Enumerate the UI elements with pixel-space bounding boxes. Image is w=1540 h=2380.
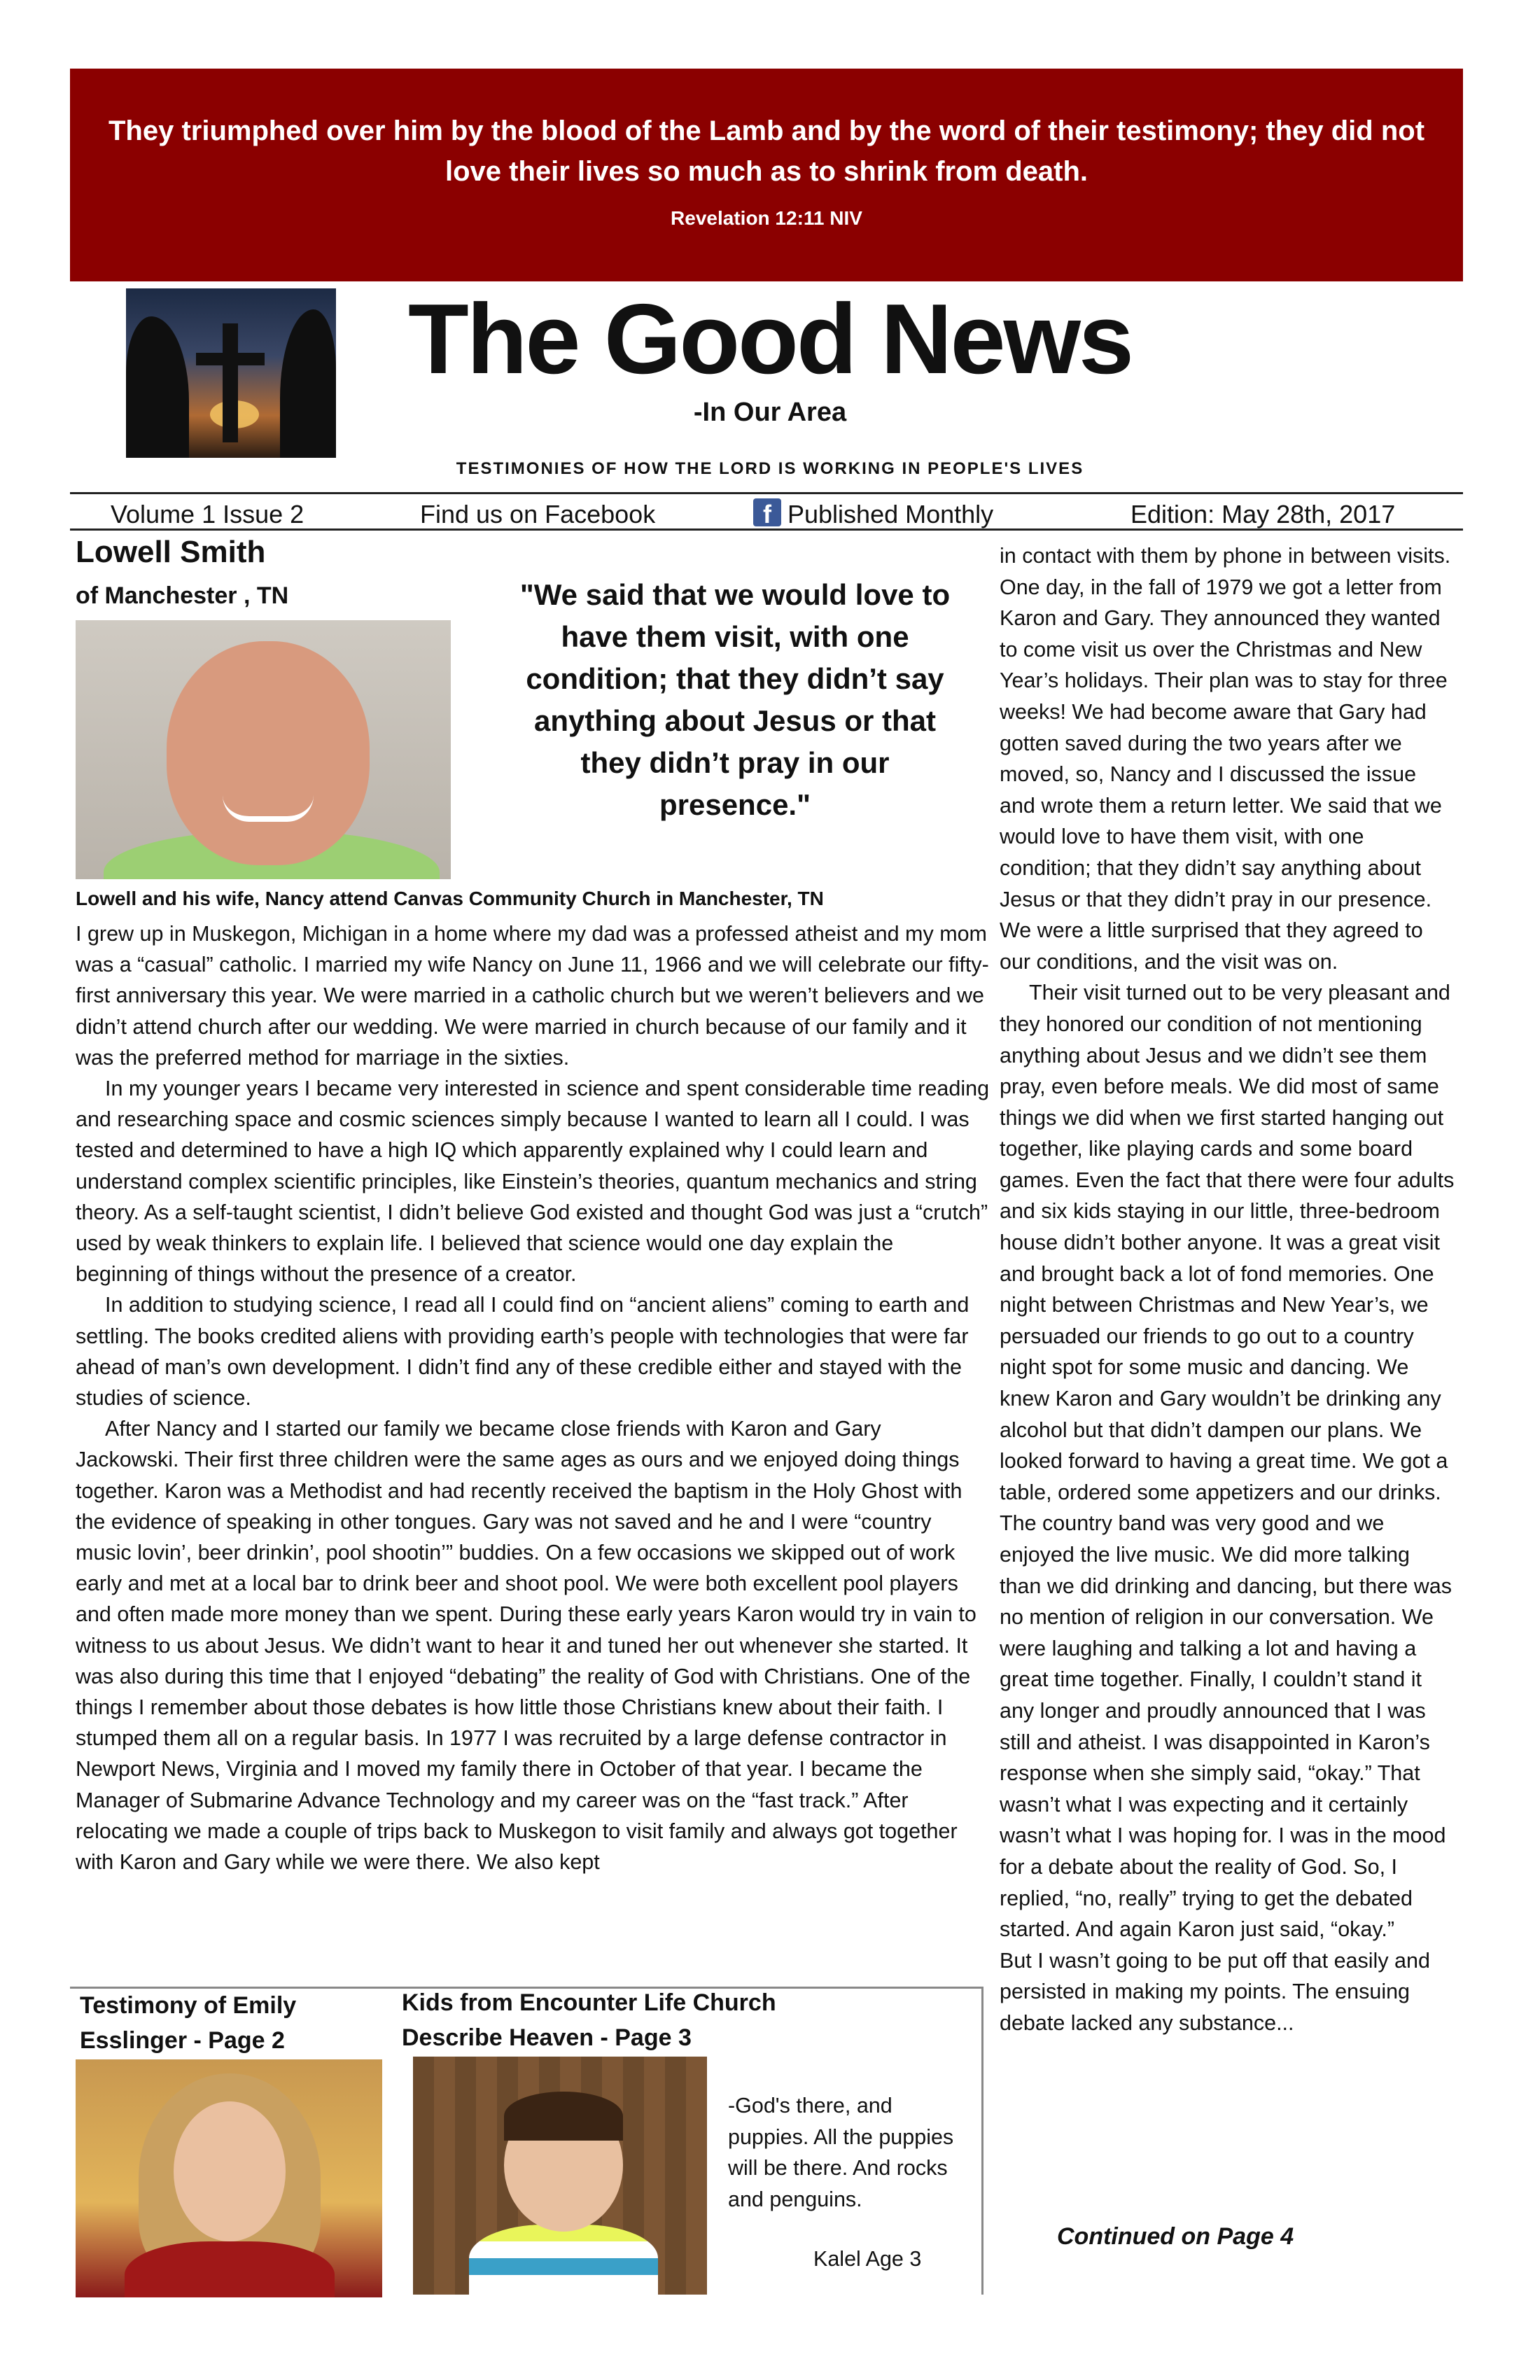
facebook-icon[interactable]: f	[753, 498, 781, 526]
teaser-emily[interactable]: Testimony of Emily Esslinger - Page 2	[80, 1992, 297, 2054]
author-photo	[76, 620, 451, 879]
newsletter-tagline: TESTIMONIES OF HOW THE LORD IS WORKING IN PEOPLE'S LIVES	[456, 459, 1084, 478]
author-name: Lowell Smith	[76, 535, 266, 569]
paragraph: I grew up in Muskegon, Michigan in a home where my dad was a professed atheist and my mom was a “casual” catholic. I married my wife Nancy on June 11, 1966 and we will celebrate our fifty-first anniversary this year. We were married in a catholic church but we weren’t believers and we didn’t attend church after our wedding. We were married in church because of our family and it was the preferred method for marriage in the sixties.	[76, 922, 989, 1070]
banner-quote: They triumphed over him by the blood of the Lamb and by the word of their testimony; they did not love their lives so much as to shrink from death.	[108, 115, 1425, 187]
paragraph: After Nancy and I started our family we became close friends with Karon and Gary Jackowski. Their first three children were the same ages as ours and we enjoyed doing things together. Karon was a Methodist and had recently received the baptism in the Holy Ghost with the evidence of speaking in other tongues. Gary was not saved and he and I were “country music lovin’, beer drinkin’, pool shootin’” buddies. On a few occasions we skipped out of work early and met at a local bar to drink beer and shoot pool. We were both excellent pool players and often made more money than we spent. During these early years Karon would try in vain to witness to us about Jesus. We didn’t want to hear it and tuned her out whenever she started. It was also during this time that I enjoyed “debating” the reality of God with Christians. One of the things I remember about those debates is how little those Christians knew about their faith. I stumped them all on a regular basis. In 1977 I was recruited by a large defense contractor in Newport News, Virginia and I moved my family there in October of that year. I became the Manager of Submarine Advance Technology and my career was on the “fast track.” After relocating we made a couple of trips back to Muskegon to visit family and always got together with Karon and Gary while we were there. We also kept	[76, 1417, 976, 1875]
cross-icon	[223, 323, 238, 442]
newsletter-title: The Good News	[408, 284, 1132, 395]
teaser-kids[interactable]: Kids from Encounter Life Church Describe Heaven - Page 3	[402, 1989, 776, 2051]
emily-photo	[76, 2059, 382, 2297]
kid-quote: -God's there, and puppies. All the puppies will be there. And rocks and penguins.	[728, 2094, 954, 2211]
issue-info-bar	[70, 492, 1463, 531]
article-body-left	[76, 918, 990, 1877]
continued-link[interactable]: Continued on Page 4	[1057, 2223, 1294, 2250]
paragraph: But I wasn’t going to be put off that easily and persisted in making my points. The ensuing debate lacked any substance...	[1000, 1948, 1430, 2035]
banner-reference: Revelation 12:11 NIV	[671, 207, 862, 229]
photo-caption: Lowell and his wife, Nancy attend Canvas Community Church in Manchester, TN	[76, 888, 824, 909]
volume-issue: Volume 1 Issue 2	[111, 500, 304, 528]
kid-credit: Kalel Age 3	[813, 2247, 922, 2271]
scripture-banner	[70, 69, 1463, 281]
author-location: of Manchester , TN	[76, 582, 289, 609]
article-body-right	[1000, 540, 1455, 2039]
pull-quote: "We said that we would love to have them visit, with one condition; that they didn’t say anything about Jesus or that they didn’t pray in our presence."	[519, 578, 951, 821]
cross-sunset-photo	[126, 288, 336, 458]
newsletter-subtitle: -In Our Area	[693, 398, 847, 427]
paragraph: In my younger years I became very interested in science and spent considerable time reading and researching space and cosmic sciences simply because I wanted to learn all I could. I was tested and determined to have a high IQ which apparently explained why I could learn and understand complex scientific principles, like Einstein’s theories, quantum mechanics and string theory. As a self-taught scientist, I didn’t believe God existed and thought God was just a “crutch” used by weak thinkers to explain life. I believed that science would one day explain the beginning of things without the presence of a creator.	[76, 1077, 990, 1287]
paragraph: In addition to studying science, I read all I could find on “ancient aliens” coming to earth and settling. The books credited aliens with providing earth’s people with technologies that were far ahead of man’s own development. I didn’t find any of these credible either and stayed with the studies of science.	[76, 1293, 969, 1410]
paragraph: in contact with them by phone in between visits. One day, in the fall of 1979 we got a letter from Karon and Gary. They announced they wanted to come visit us over the Christmas and New Year’s holidays. Their plan was to stay for three weeks! We had become aware that Gary had gotten saved during the two years after we moved, so, Nancy and I discussed the issue and wrote them a return letter. We said that we would love to have them visit, with one condition; that they didn’t say anything about Jesus or that they didn’t pray in our presence. We were a little surprised that they agreed to our conditions, and the visit was on.	[1000, 544, 1451, 974]
facebook-link[interactable]: Find us on Facebook	[420, 500, 656, 528]
publication-frequency: Published Monthly	[788, 500, 994, 528]
paragraph: Their visit turned out to be very pleasant and they honored our condition of not mentioning anything about Jesus and we didn’t see them pray, even before meals. We did most of same things we did when we first started hanging out together, like playing cards and some board games. Even the fact that there were four adults and six kids staying in our little, three-bedroom house didn’t bother anyone. It was a great visit and brought back a lot of fond memories. One night between Christmas and New Year’s, we persuaded our friends to go out to a country night spot for some music and dancing. We knew Karon and Gary wouldn’t be drinking any alcohol but that didn’t dampen our plans. We looked forward to having a great time. We got a table, ordered some appetizers and our drinks. The country band was very good and we enjoyed the live music. We did more talking than we did drinking and dancing, but there was no mention of religion in our conversation. We were laughing and talking a lot and having a great time together. Finally, I couldn’t stand it any longer and proudly announced that I was still and atheist. I was disappointed in Karon’s response when she simply said, “okay.” That wasn’t what I was expecting and it certainly wasn’t what I was hoping for. I was in the mood for a debate about the reality of God. So, I replied, “no, really” trying to get the debated started. And again Karon just said, “okay.”	[1000, 981, 1455, 1942]
kid-photo	[413, 2057, 707, 2295]
edition-date: Edition: May 28th, 2017	[1130, 500, 1396, 528]
